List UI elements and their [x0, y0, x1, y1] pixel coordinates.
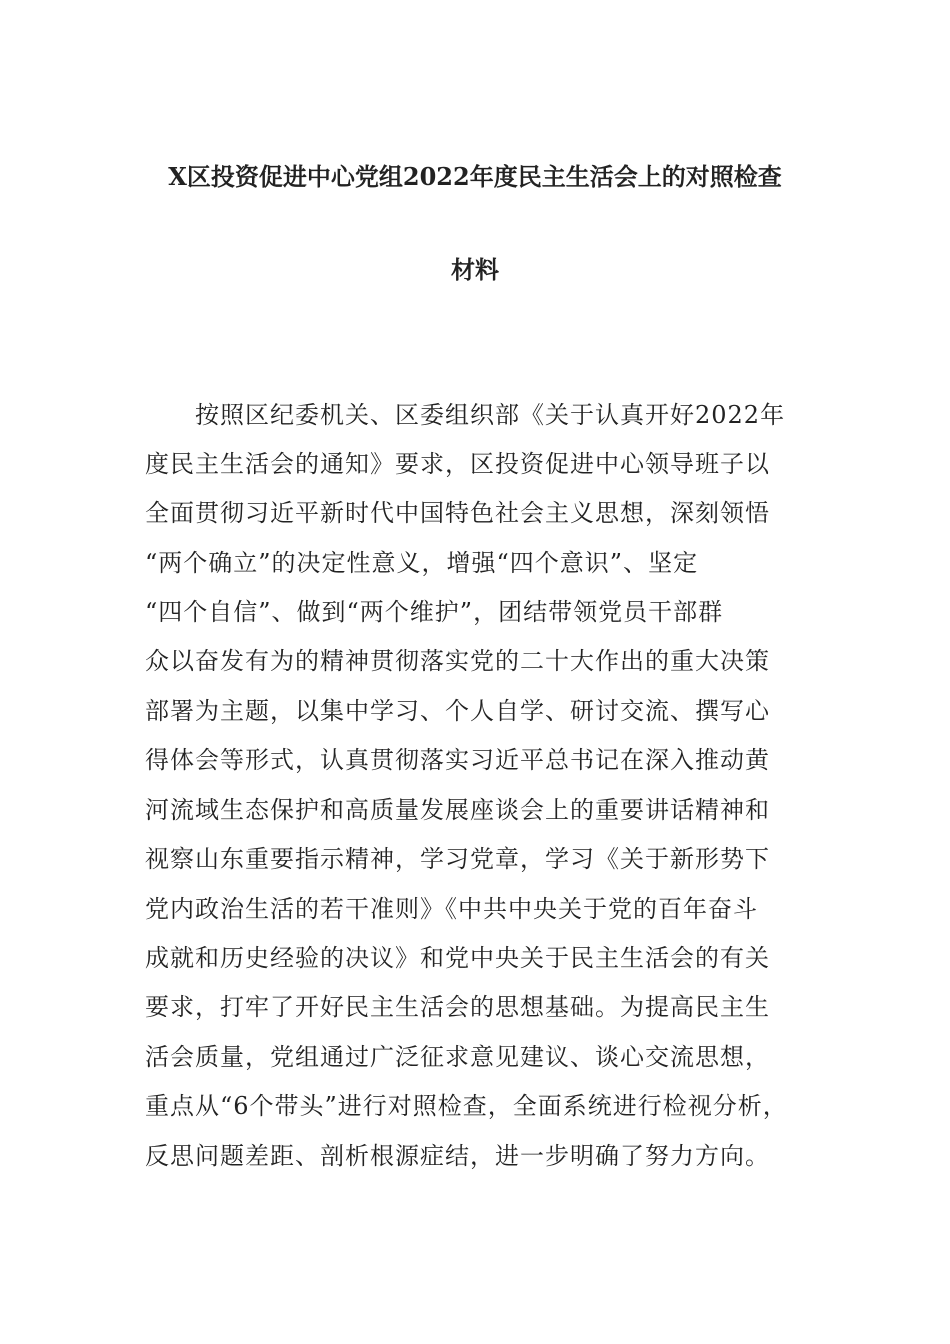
paragraph-line: 得体会等形式，认真贯彻落实习近平总书记在深入推动黄: [145, 746, 770, 774]
document-title-line-1: X区投资促进中心党组2022年度民主生活会上的对照检查: [168, 162, 782, 191]
paragraph-line: 众以奋发有为的精神贯彻落实党的二十大作出的重大决策: [145, 647, 770, 675]
document-title-line-2: 材料: [451, 255, 499, 284]
paragraph-line: 要求，打牢了开好民主生活会的思想基础。为提高民主生: [145, 993, 770, 1021]
paragraph-line: 活会质量，党组通过广泛征求意见建议、谈心交流思想，: [145, 1043, 770, 1071]
paragraph-line: 河流域生态保护和高质量发展座谈会上的重要讲话精神和: [145, 796, 770, 824]
paragraph-line: 全面贯彻习近平新时代中国特色社会主义思想，深刻领悟: [145, 499, 770, 527]
paragraph-line: “两个确立”的决定性意义，增强“四个意识”、坚定: [145, 549, 699, 577]
paragraph-line: 成就和历史经验的决议》和党中央关于民主生活会的有关: [145, 944, 770, 972]
paragraph-line: 重点从“6个带头”进行对照检查，全面系统进行检视分析，: [145, 1092, 788, 1120]
paragraph-line: 按照区纪委机关、区委组织部《关于认真开好2022年: [145, 401, 786, 429]
paragraph-line: 度民主生活会的通知》要求，区投资促进中心领导班子以: [145, 450, 770, 478]
paragraph-line: 党内政治生活的若干准则》《中共中央关于党的百年奋斗: [145, 895, 758, 923]
paragraph-line: 反思问题差距、剖析根源症结，进一步明确了努力方向。: [145, 1142, 770, 1170]
paragraph-line: 视察山东重要指示精神，学习党章，学习《关于新形势下: [145, 845, 770, 873]
paragraph-line: “四个自信”、做到“两个维护”，团结带领党员干部群: [145, 598, 724, 626]
paragraph-line: 部署为主题，以集中学习、个人自学、研讨交流、撰写心: [145, 697, 770, 725]
